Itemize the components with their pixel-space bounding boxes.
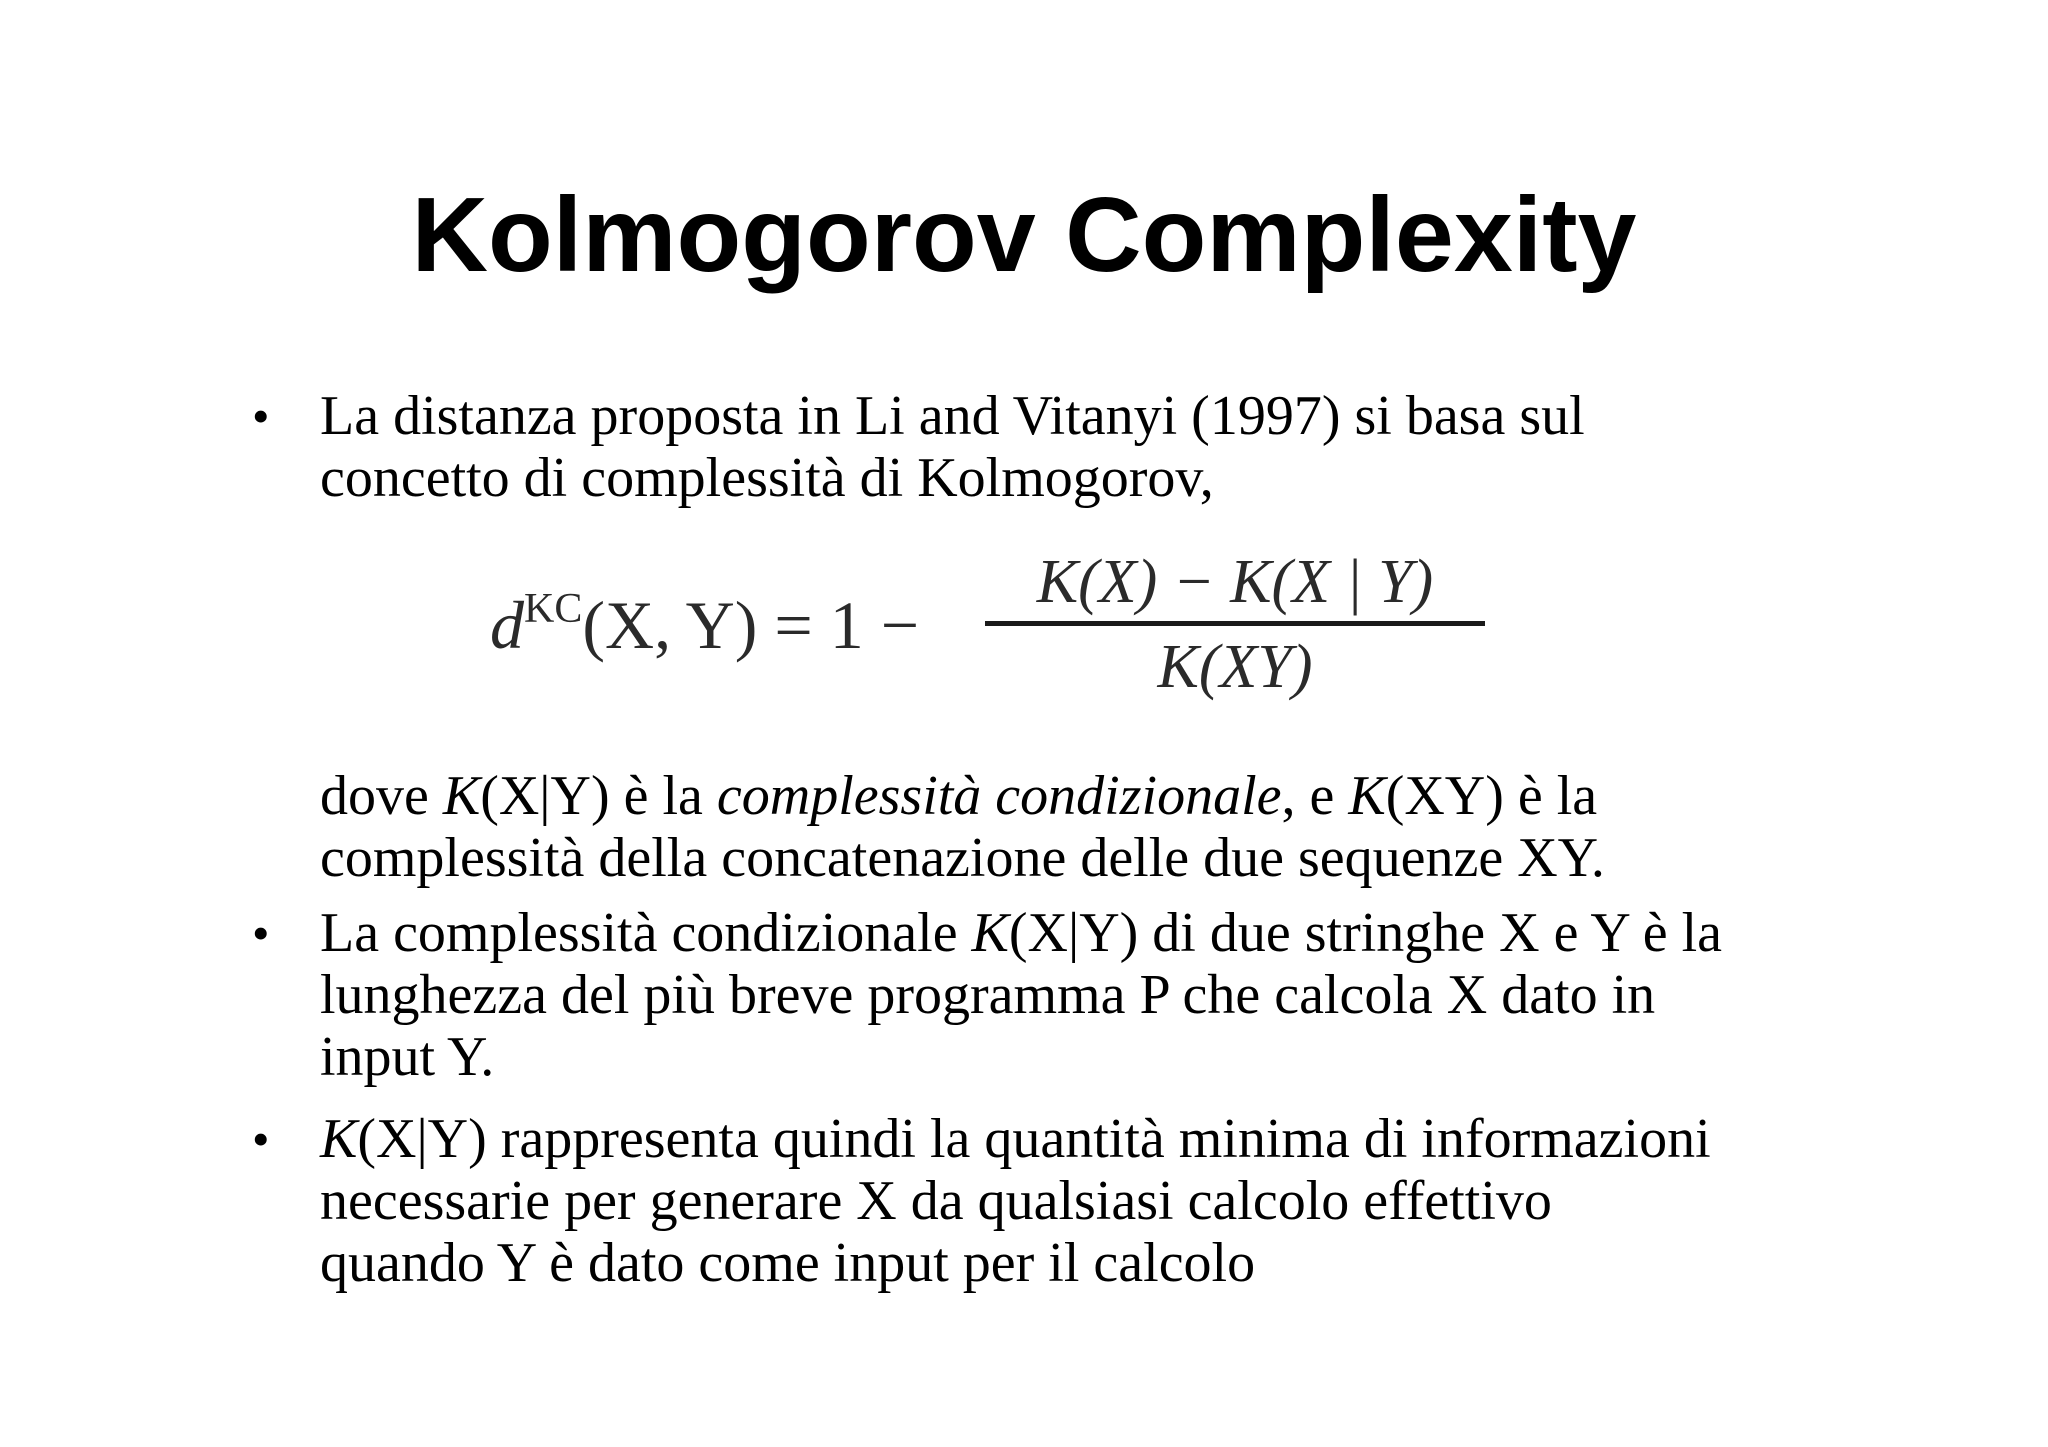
formula-superscript: KC [524,586,583,632]
cont-k1: K [442,765,481,827]
bullet-2-line-1 [320,902,1840,964]
formula-lhs [490,585,919,675]
bullet-3-line-1 [320,1108,1840,1170]
bullet-item-1 [320,385,1840,509]
b2-text-a: La complessità condizionale [320,902,972,964]
formula-fraction [985,545,1485,704]
cont-text-d: (XY) è la [1385,765,1598,827]
formula-denominator-text: K(XY) [1157,633,1313,701]
bullet-marker: • [252,1111,270,1167]
cont-text-a: dove [320,765,443,827]
bullet-1-line-2: concetto di complessità di Kolmogorov, [320,447,1214,509]
slide-title: Kolmogorov Complexity [411,176,1637,294]
b3-k: K [320,1108,358,1170]
bullet-marker: • [252,388,270,444]
bullet-3-line-3: quando Y è dato come input per il calcolo [320,1232,1256,1294]
formula-denominator [985,630,1485,704]
continuation-line-2: complessità della concatenazione delle due sequenze XY. [320,827,1605,889]
b3-text-b: (X|Y) rappresenta quindi la quantità minima di informazioni [357,1108,1711,1170]
b2-k: K [971,902,1009,964]
formula-d: d [490,587,524,663]
formula-args: (X, Y) = 1 − [582,587,920,663]
bullet-1-continuation [320,765,1840,889]
bullet-item-2 [320,902,1840,1088]
fraction-bar [985,621,1485,626]
continuation-line-1 [320,765,1840,827]
bullet-marker: • [252,905,270,961]
bullet-2-line-3: input Y. [320,1026,495,1088]
cont-k2: K [1348,765,1386,827]
formula-numerator-text: K(X) − K(X | Y) [1036,548,1434,616]
bullet-3-line-2: necessarie per generare X da qualsiasi calcolo effettivo [320,1170,1552,1232]
formula-numerator [985,545,1485,619]
bullet-1-line-1: La distanza proposta in Li and Vitanyi (1997) si basa sul [320,385,1585,447]
kc-distance-formula [490,545,1500,705]
cont-text-c: , e [1281,765,1349,827]
bullet-2-line-2: lunghezza del più breve programma P che calcola X dato in [320,964,1656,1026]
cont-italic-term: complessità condizionale [716,765,1282,827]
cont-text-b: (X|Y) è la [480,765,717,827]
b2-text-b: (X|Y) di due stringhe X e Y è la [1008,902,1722,964]
bullet-item-3 [320,1108,1840,1294]
